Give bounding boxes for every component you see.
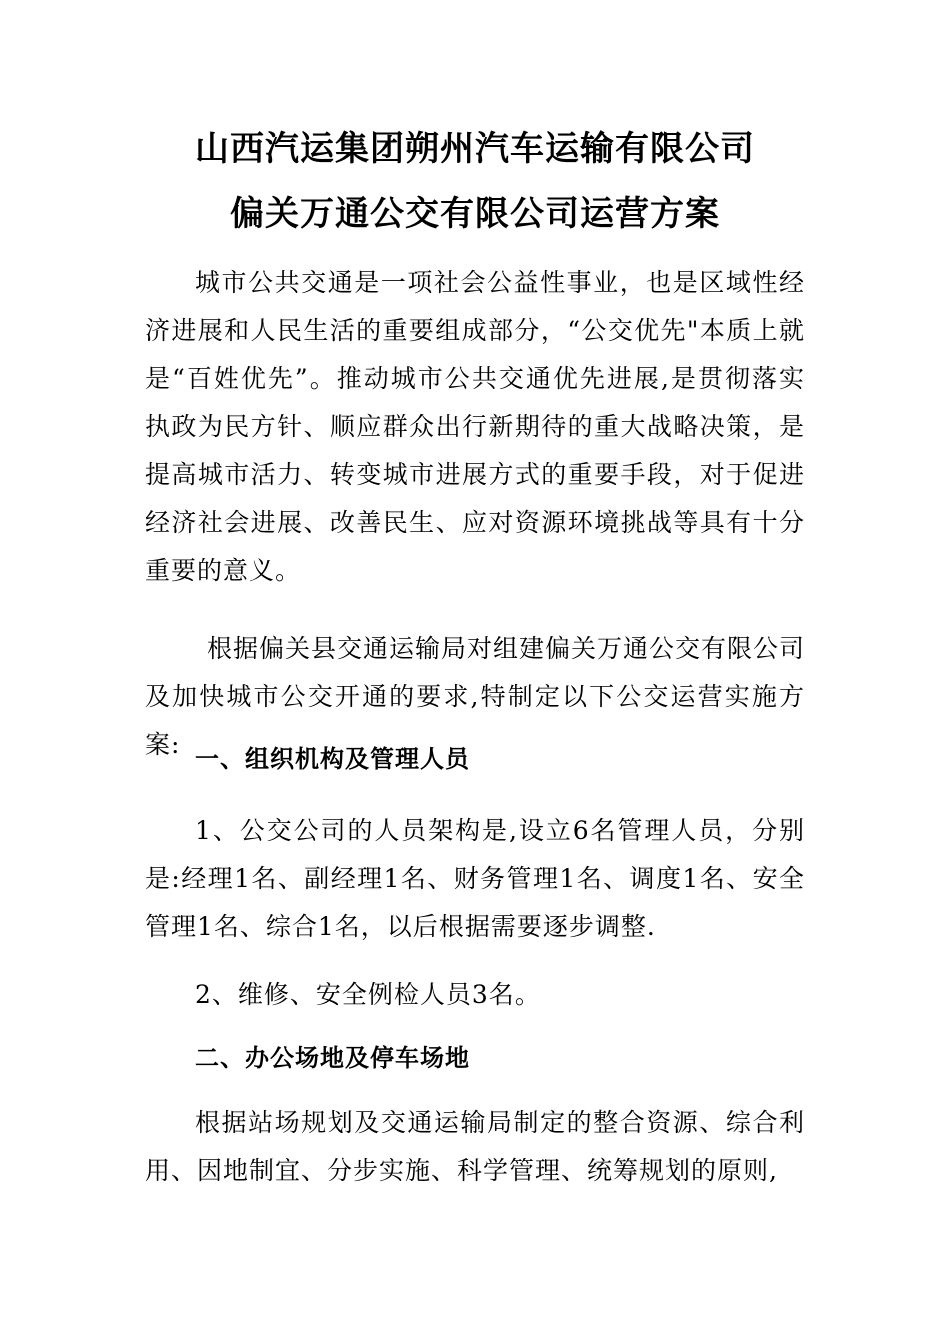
- document-title-line-2: 偏关万通公交有限公司运营方案: [230, 194, 720, 234]
- section-2-paragraph: 根据站场规划及交通运输局制定的整合资源、综合利用、因地制宜、分步实施、科学管理、统筹规划的原则,: [145, 1108, 805, 1185]
- intro-paragraph: 城市公共交通是一项社会公益性事业，也是区域性经济进展和人民生活的重要组成部分，“公交优先"本质上就是“百姓优先”。推动城市公共交通优先进展,是贯彻落实执政为民方针、顺应群众出行新期待的重大战略决策，是提高城市活力、转变城市进展方式的重要手段，对于促进经济社会进展、改善民生、应对资源环境挑战等具有十分重要的意义。: [145, 268, 805, 585]
- section-1-heading: 一、组织机构及管理人员: [195, 745, 470, 773]
- section-2-heading: 二、办公场地及停车场地: [195, 1044, 470, 1072]
- document-title-line-1: 山西汽运集团朔州汽车运输有限公司: [195, 129, 755, 169]
- section-1-item-2: 2、维修、安全例检人员3名。: [195, 980, 541, 1009]
- section-1-item-1: 1、公交公司的人员架构是,设立6名管理人员，分别是:经理1名、副经理1名、财务管理1名、调度1名、安全管理1名、综合1名，以后根据需要逐步调整.: [145, 816, 805, 941]
- basis-paragraph: 根据偏关县交通运输局对组建偏关万通公交有限公司及加快城市公交开通的要求,特制定以下公交运营实施方案:: [145, 634, 806, 759]
